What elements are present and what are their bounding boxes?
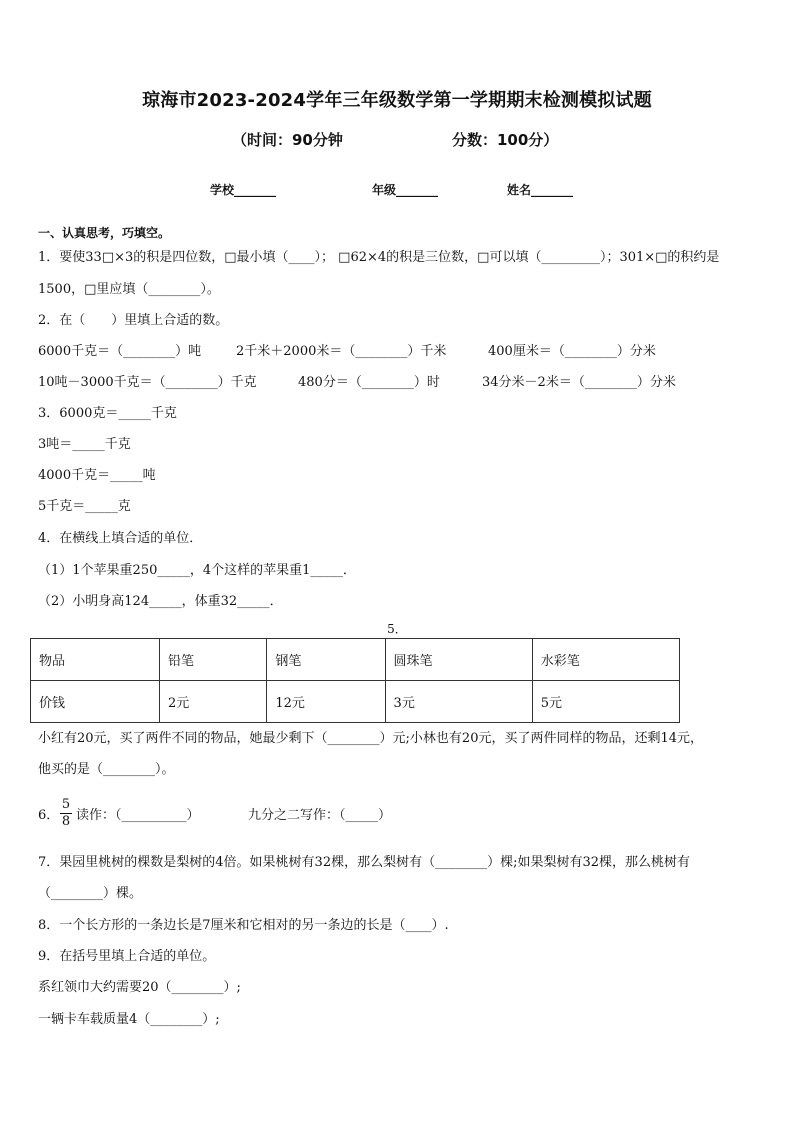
table-row <box>31 639 680 681</box>
q6-read: 读作：（__________） <box>76 808 200 823</box>
q9-item: 系红领巾大约需要20（________）; <box>38 980 241 995</box>
q6-write: 九分之二写作：（_____） <box>248 808 392 823</box>
q5-line2: 他买的是（________）。 <box>38 762 175 777</box>
q7-line2: （________）棵。 <box>38 886 143 901</box>
q5-line1: 小红有20元，买了两件不同的物品，她最少剩下（________）元;小林也有20元，买了两件同样的物品，还剩14元， <box>38 731 704 746</box>
exam-time: （时间：90分钟 <box>232 131 343 149</box>
table-cell: 12元 <box>267 681 385 723</box>
q4-heading: 4．在横线上填合适的单位． <box>38 531 203 546</box>
table-cell: 铅笔 <box>160 639 267 681</box>
fraction-numerator: 5 <box>61 797 71 812</box>
table-cell: 5元 <box>532 681 679 723</box>
price-table <box>30 638 680 723</box>
q4-item: （2）小明身高124_____，体重32_____． <box>38 594 283 609</box>
table-cell: 物品 <box>31 639 160 681</box>
table-cell: 圆珠笔 <box>385 639 532 681</box>
q2-row1-a: 6000千克＝（________）吨 <box>38 344 202 359</box>
q2-row1-c: 400厘米＝（________）分米 <box>488 344 656 359</box>
table-cell: 水彩笔 <box>532 639 679 681</box>
fraction-denominator: 8 <box>61 814 71 829</box>
table-cell: 价钱 <box>31 681 160 723</box>
q6-number: 6． <box>38 808 60 823</box>
school-field: 学校_______ <box>210 183 277 197</box>
q8-line: 8．一个长方形的一条边长是7厘米和它相对的另一条边的长是（____）. <box>38 918 449 933</box>
q4-item: （1）1个苹果重250_____，4个这样的苹果重1_____． <box>38 563 356 578</box>
q5-number: 5． <box>387 622 407 636</box>
table-cell: 3元 <box>385 681 532 723</box>
q7-line1: 7．果园里桃树的棵数是梨树的4倍。如果桃树有32棵，那么梨树有（________）棵;如果梨树有32棵，那么桃树有 <box>38 855 691 870</box>
table-cell: 钢笔 <box>267 639 385 681</box>
q1-line1: 1．要使33□×3的积是四位数，□最小填（____）； □62×4的积是三位数，□可以填（_________）；301×□的积约是 <box>38 250 720 265</box>
section-heading: 一、认真思考，巧填空。 <box>38 226 171 240</box>
grade-field: 年级_______ <box>372 183 439 197</box>
q2-row2-a: 10吨－3000千克＝（________）千克 <box>38 375 257 390</box>
q3-item: 3吨＝_____千克 <box>38 437 131 452</box>
q1-line2: 1500，□里应填（________）。 <box>38 282 220 297</box>
q2-row2-b: 480分＝（________）时 <box>298 375 440 390</box>
q9-heading: 9．在括号里填上合适的单位。 <box>38 949 216 964</box>
fraction <box>60 797 72 830</box>
q3-item: 3．6000克＝_____千克 <box>38 406 177 421</box>
table-cell: 2元 <box>160 681 267 723</box>
q3-item: 5千克＝_____克 <box>38 499 131 514</box>
q3-item: 4000千克＝_____吨 <box>38 468 156 483</box>
table-row <box>31 681 680 723</box>
exam-score: 分数：100分） <box>452 131 559 149</box>
q9-item: 一辆卡车载质量4（________）; <box>38 1012 220 1027</box>
name-field: 姓名_______ <box>507 183 574 197</box>
q2-row1-b: 2千米＋2000米＝（________）千米 <box>236 344 447 359</box>
page-title: 琼海市2023-2024学年三年级数学第一学期期末检测模拟试题 <box>142 90 652 111</box>
q2-row2-c: 34分米－2米＝（________）分米 <box>482 375 676 390</box>
q2-heading: 2．在（ ）里填上合适的数。 <box>38 313 229 328</box>
